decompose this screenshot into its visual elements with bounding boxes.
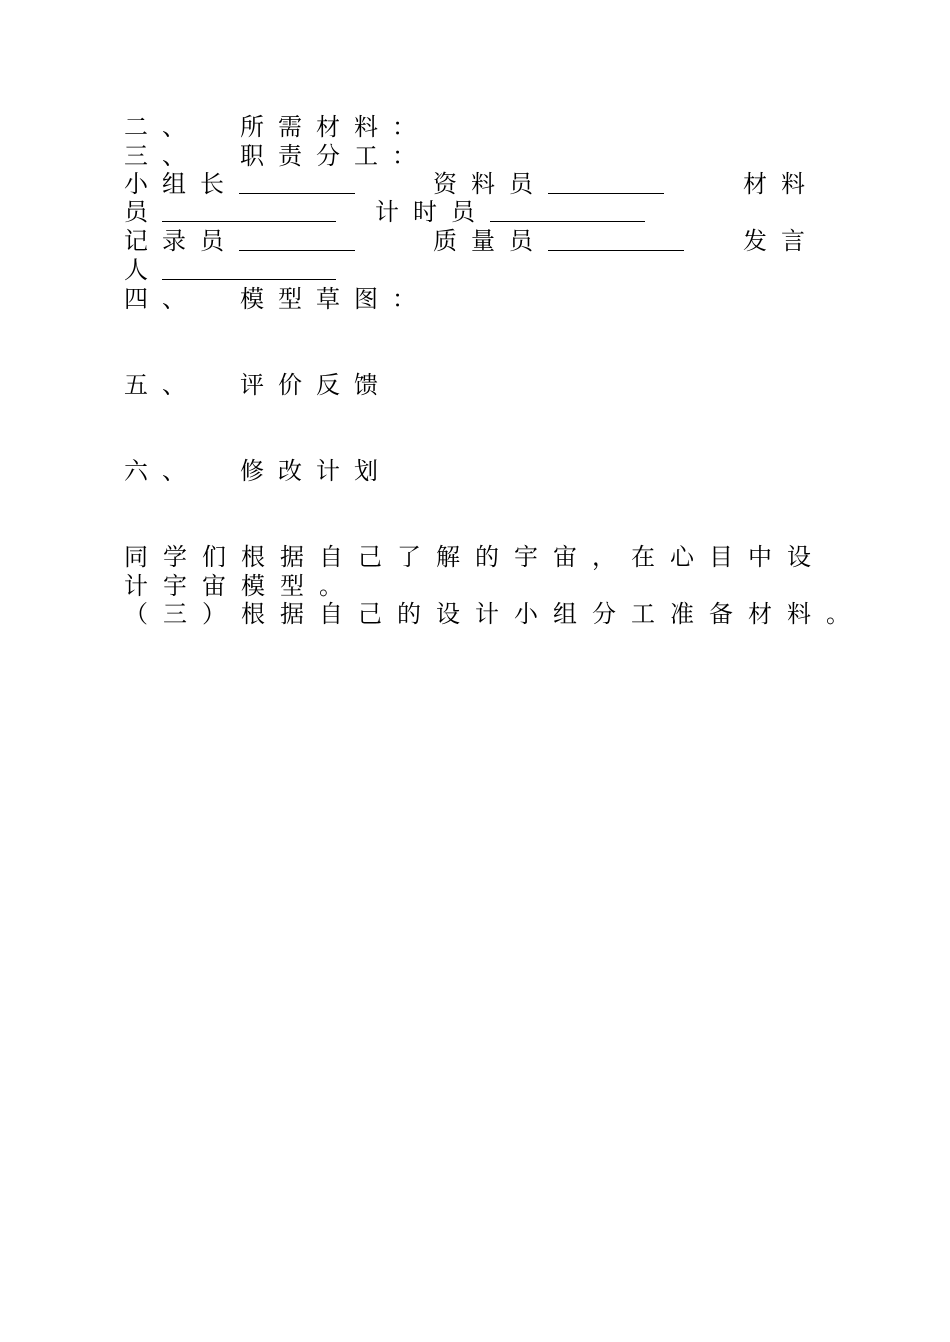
body-paragraph-line-3: （三）根据自己的设计小组分工准备材料。 bbox=[124, 600, 865, 628]
role-label-speaker-part1: 发言 bbox=[743, 227, 819, 255]
speaker-blank[interactable] bbox=[162, 279, 336, 280]
materials-blank[interactable] bbox=[162, 221, 336, 222]
section-title-revision: 修改计划 bbox=[240, 457, 392, 485]
leader-blank[interactable] bbox=[239, 193, 355, 194]
section-number-revision: 六、 bbox=[124, 457, 200, 485]
role-label-timer: 计时员 bbox=[375, 198, 489, 226]
section-number-sketch: 四、 bbox=[124, 285, 200, 313]
role-label-speaker-part2: 人 bbox=[124, 256, 148, 284]
role-label-materials-part2: 员 bbox=[124, 198, 148, 226]
body-paragraph-line-1: 同学们根据自己了解的宇宙，在心目中设 bbox=[124, 543, 826, 571]
section-title-roles: 职责分工： bbox=[240, 142, 430, 170]
role-label-recorder: 记录员 bbox=[124, 227, 238, 255]
quality-blank[interactable] bbox=[548, 250, 684, 251]
role-label-leader: 小组长 bbox=[124, 170, 238, 198]
section-number-feedback: 五、 bbox=[124, 371, 200, 399]
section-title-materials: 所需材料： bbox=[240, 113, 430, 141]
role-label-materials-part1: 材料 bbox=[743, 170, 819, 198]
role-label-researcher: 资料员 bbox=[433, 170, 547, 198]
section-title-sketch: 模型草图： bbox=[240, 285, 430, 313]
section-title-feedback: 评价反馈 bbox=[240, 371, 392, 399]
section-number-roles: 三、 bbox=[124, 142, 200, 170]
researcher-blank[interactable] bbox=[548, 193, 664, 194]
timer-blank[interactable] bbox=[490, 221, 645, 222]
section-number-materials: 二、 bbox=[124, 113, 200, 141]
recorder-blank[interactable] bbox=[239, 250, 355, 251]
role-label-quality: 质量员 bbox=[433, 227, 547, 255]
body-paragraph-line-2: 计宇宙模型。 bbox=[124, 572, 358, 600]
